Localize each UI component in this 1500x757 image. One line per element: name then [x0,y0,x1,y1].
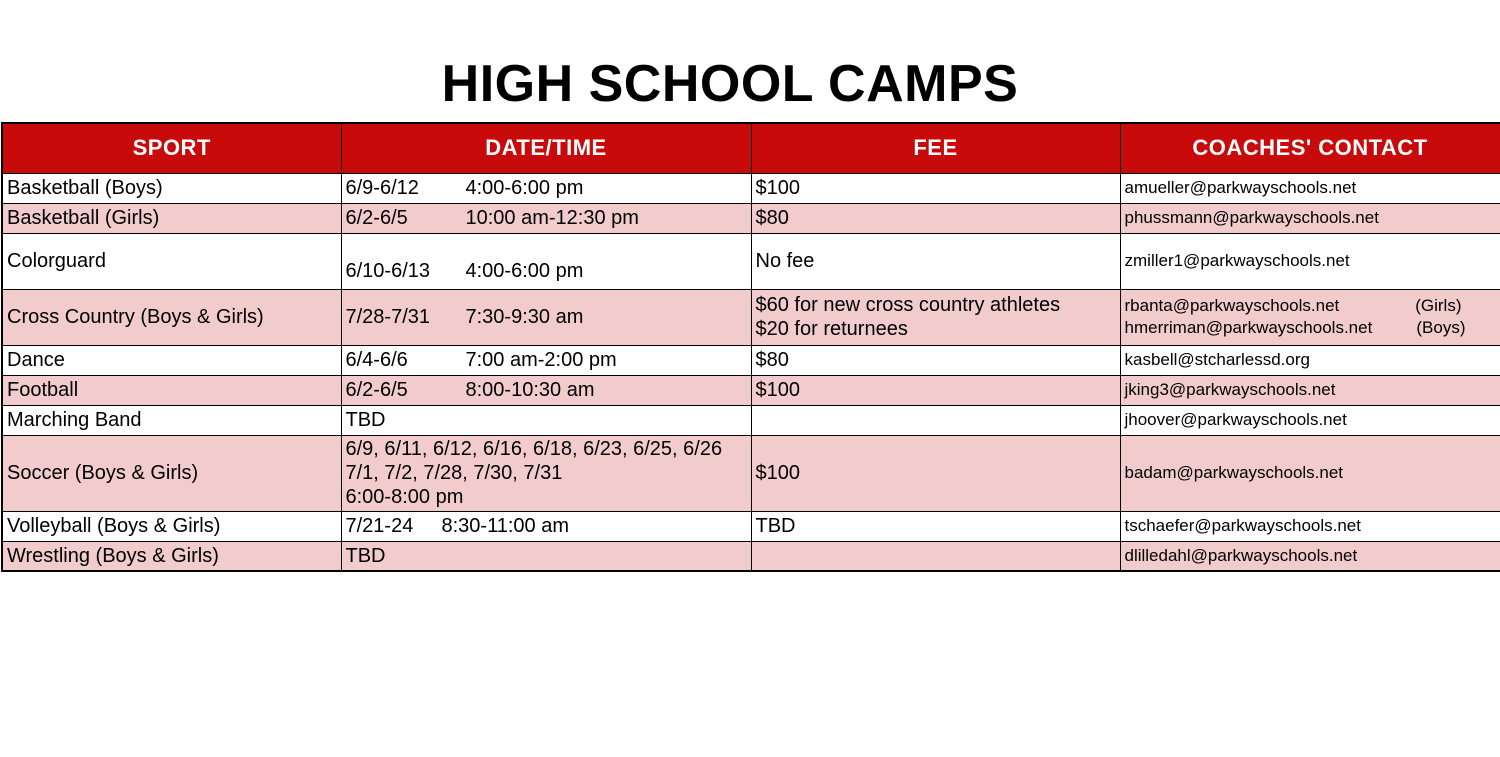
contact-email[interactable]: amueller@parkwayschools.net [1120,173,1500,203]
column-header-datetime: DATE/TIME [341,123,751,173]
time-range: 7:00 am-2:00 pm [465,349,617,371]
sport-cell: Wrestling (Boys & Girls) [2,541,341,571]
time-range: 8:00-10:30 am [465,379,595,401]
datetime-line: 6:00-8:00 pm [345,486,464,508]
contact-team: (Boys) [1416,318,1466,337]
contact-email[interactable]: zmiller1@parkwayschools.net [1120,233,1500,289]
date-range: 6/4-6/6 [345,349,408,371]
contact-email[interactable]: phussmann@parkwayschools.net [1120,203,1500,233]
page-title: HIGH SCHOOL CAMPS [441,55,1019,113]
table-row [2,435,1500,511]
date-range: 6/9-6/12 [345,177,419,199]
sport-cell: Basketball (Girls) [2,203,341,233]
contact-email[interactable]: jking3@parkwayschools.net [1120,375,1500,405]
fee-line: $20 for returnees [755,318,908,340]
datetime-cell [341,203,751,233]
contact-team: (Girls) [1415,296,1462,315]
table-header-row [2,123,1500,173]
date-range: 6/10-6/13 [345,260,431,282]
sport-cell: Marching Band [2,405,341,435]
column-header-sport: SPORT [2,123,341,173]
fee-cell [751,289,1120,345]
datetime-cell [341,511,751,541]
table-row [2,375,1500,405]
fee-cell: $100 [751,173,1120,203]
table-row [2,511,1500,541]
time-range: 7:30-9:30 am [465,306,584,328]
fee-cell: $80 [751,203,1120,233]
contact-email[interactable]: dlilledahl@parkwayschools.net [1120,541,1500,571]
column-header-fee: FEE [751,123,1120,173]
sport-cell: Basketball (Boys) [2,173,341,203]
fee-cell: $80 [751,345,1120,375]
table-row [2,541,1500,571]
fee-cell: TBD [751,511,1120,541]
contact-email[interactable]: rbanta@parkwayschools.net [1124,296,1340,315]
datetime-cell [341,233,751,289]
table-row [2,405,1500,435]
fee-cell: $100 [751,375,1120,405]
fee-cell: $100 [751,435,1120,511]
sport-cell: Soccer (Boys & Girls) [2,435,341,511]
contact-email[interactable]: kasbell@stcharlessd.org [1120,345,1500,375]
datetime-line: 7/1, 7/2, 7/28, 7/30, 7/31 [345,462,563,484]
datetime-cell [341,435,751,511]
sport-cell: Colorguard [2,233,341,289]
datetime-cell [341,173,751,203]
table-row [2,289,1500,345]
fee-cell [751,541,1120,571]
sport-cell: Cross Country (Boys & Girls) [2,289,341,345]
contact-email[interactable]: badam@parkwayschools.net [1120,435,1500,511]
contact-email[interactable]: hmerriman@parkwayschools.net [1124,318,1373,337]
time-range: 4:00-6:00 pm [465,260,584,282]
sport-cell: Volleyball (Boys & Girls) [2,511,341,541]
datetime-cell: TBD [341,541,751,571]
datetime-cell [341,375,751,405]
date-range: 7/28-7/31 [345,306,431,328]
time-range: 4:00-6:00 pm [465,177,584,199]
date-range: 7/21-24 [345,515,414,537]
sport-cell: Dance [2,345,341,375]
contact-email[interactable]: tschaefer@parkwayschools.net [1120,511,1500,541]
fee-line: $60 for new cross country athletes [755,294,1061,316]
date-range: 6/2-6/5 [345,379,408,401]
table-row [2,345,1500,375]
datetime-cell [341,345,751,375]
fee-cell [751,405,1120,435]
table-row [2,203,1500,233]
datetime-line: 6/9, 6/11, 6/12, 6/16, 6/18, 6/23, 6/25, 6/26 [345,438,723,460]
fee-cell: No fee [751,233,1120,289]
time-range: 10:00 am-12:30 pm [465,207,639,229]
camps-table [1,122,1500,572]
datetime-cell: TBD [341,405,751,435]
datetime-cell [341,289,751,345]
table-row [2,173,1500,203]
time-range: 8:30-11:00 am [441,515,569,537]
sport-cell: Football [2,375,341,405]
contact-email[interactable]: jhoover@parkwayschools.net [1120,405,1500,435]
table-row [2,233,1500,289]
date-range: 6/2-6/5 [345,207,408,229]
contact-cell [1120,289,1500,345]
column-header-contact: COACHES' CONTACT [1120,123,1500,173]
